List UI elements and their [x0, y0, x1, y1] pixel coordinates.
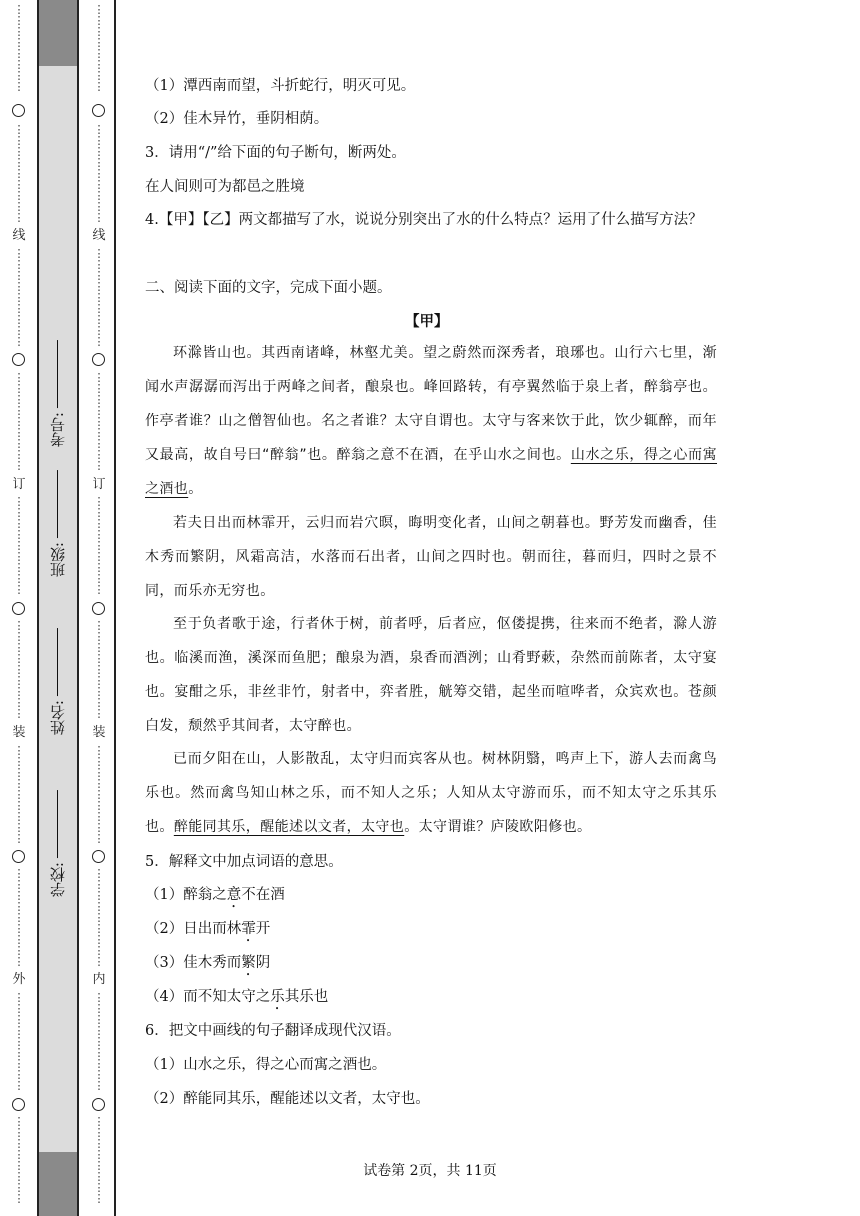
passage-paragraph-2: 若夫日出而林霏开，云归而岩穴暝，晦明变化者，山间之朝暮也。野芳发而幽香，佳木秀而繁阴，风霜高洁，水落而石出者，山间之四时也。朝而往，暮而归，四时之景不同，而乐亦无穷也。: [145, 515, 717, 599]
ding-mark: 订: [92, 477, 106, 492]
binding-hole-circle: [92, 602, 105, 615]
binding-hole-circle: [92, 104, 105, 117]
binding-hole-circle: [12, 602, 25, 615]
school-label: 学校:: [47, 790, 71, 897]
ding-mark: 订: [12, 477, 26, 492]
dotted-leader: ⋮ ⋮ ⋮ ⋮ ⋮ ⋮ ⋮ ⋮ ⋮: [93, 620, 105, 720]
name-label: 姓名:: [47, 628, 71, 735]
dotted-leader: ⋮ ⋮ ⋮ ⋮ ⋮ ⋮ ⋮ ⋮ ⋮: [93, 745, 105, 845]
dotted-leader: ⋮ ⋮ ⋮ ⋮ ⋮ ⋮ ⋮ ⋮ ⋮: [93, 496, 105, 596]
dotted-leader: ⋮ ⋮ ⋮ ⋮ ⋮ ⋮ ⋮ ⋮ ⋮: [93, 868, 105, 968]
section-2-title: 二、阅读下面的文字，完成下面小题。: [145, 280, 392, 296]
dotted-leader: ⋮ ⋮ ⋮ ⋮ ⋮ ⋮ ⋮ ⋮: [93, 1116, 105, 1205]
exam-number-blank[interactable]: [58, 340, 59, 408]
passage-jia-heading: 【甲】: [405, 313, 449, 330]
binding-band-top-block: [38, 0, 78, 66]
binding-hole-circle: [92, 850, 105, 863]
binding-hole-circle: [92, 1098, 105, 1111]
question-5-item-3: （3）佳木秀而繁阴: [145, 955, 271, 971]
question-5-item-4: （4）而不知太守之乐其乐也: [145, 989, 329, 1005]
question-5-item-1: （1）醉翁之意不在酒: [145, 887, 285, 903]
class-label: 班级:: [47, 470, 71, 577]
dotted-leader: ⋮ ⋮ ⋮ ⋮ ⋮ ⋮ ⋮ ⋮ ⋮: [93, 248, 105, 348]
binding-border-inner: [114, 0, 116, 1216]
dotted-leader: ⋮ ⋮ ⋮ ⋮ ⋮ ⋮ ⋮ ⋮ ⋮: [13, 620, 25, 720]
passage-paragraph-1: 环滁皆山也。其西南诸峰，林壑尤美。望之蔚然而深秀者，琅琊也。山行六七里，渐闻水声潺潺而泻出于两峰之间者，酿泉也。峰回路转，有亭翼然临于泉上者，醉翁亭也。作亭者谁？山之僧智仙也。名之者谁？太守自谓也。太守与客来饮于此，饮少辄醉，而年又最高，故自号曰“醉翁”也。醉翁之意不在酒，在乎山水之间也。山水之乐，得之心而寓之酒也。: [145, 345, 718, 497]
outer-mark: 外: [12, 972, 26, 987]
underlined-sentence-1: 山水之乐，得之心而寓之酒也: [145, 447, 718, 497]
inner-binding-column: [86, 0, 112, 1216]
binding-hole-circle: [12, 353, 25, 366]
binding-hole-circle: [92, 353, 105, 366]
dotted-leader: ⋮ ⋮ ⋮ ⋮ ⋮ ⋮ ⋮ ⋮ ⋮: [13, 868, 25, 968]
dotted-leader: ⋮ ⋮ ⋮ ⋮ ⋮ ⋮ ⋮ ⋮ ⋮: [13, 496, 25, 596]
passage-paragraph-4: 已而夕阳在山，人影散乱，太守归而宾客从也。树林阴翳，鸣声上下，游人去而禽鸟乐也。然而禽鸟知山林之乐，而不知人之乐；人知从太守游而乐，而不知太守之乐其乐也。醉能同其乐，醒能述以文者，太守也。太守谓谁？庐陵欧阳修也。: [145, 751, 717, 835]
class-blank[interactable]: [58, 470, 59, 538]
dotted-leader: ⋮ ⋮ ⋮ ⋮ ⋮ ⋮ ⋮ ⋮ ⋮: [93, 372, 105, 472]
xian-mark: 线: [12, 228, 26, 243]
binding-hole-circle: [12, 1098, 25, 1111]
binding-border-left: [37, 0, 39, 1216]
exam-number-label: 考号:: [47, 340, 71, 447]
name-blank[interactable]: [58, 628, 59, 696]
question-3-subitem-2: （2）佳木异竹，垂阴相荫。: [145, 111, 329, 127]
question-3-sentence: 在人间则可为都邑之胜境: [145, 179, 305, 195]
passage-paragraph-3: 至于负者歌于途，行者休于树，前者呼，后者应，伛偻提携，往来而不绝者，滁人游也。临溪而渔，溪深而鱼肥；酿泉为酒，泉香而酒洌；山肴野蔌，杂然而前陈者，太守宴也。宴酣之乐，非丝非竹，射者中，弈者胜，觥筹交错，起坐而喧哗者，众宾欢也。苍颜白发，颓然乎其间者，太守醉也。: [145, 616, 717, 734]
question-3-subitem-1: （1）潭西南而望，斗折蛇行，明灭可见。: [145, 78, 416, 94]
dotted-leader: ⋮ ⋮ ⋮ ⋮ ⋮ ⋮ ⋮ ⋮ ⋮: [13, 372, 25, 472]
dotted-leader: ⋮ ⋮ ⋮ ⋮ ⋮ ⋮ ⋮ ⋮: [93, 4, 105, 93]
binding-border-right: [77, 0, 79, 1216]
zhuang-mark: 装: [12, 725, 26, 740]
underlined-sentence-2: 醉能同其乐，醒能述以文者，太守也: [173, 819, 405, 835]
dotted-leader: ⋮ ⋮ ⋮ ⋮ ⋮ ⋮ ⋮ ⋮ ⋮: [13, 992, 25, 1092]
dotted-leader: ⋮ ⋮ ⋮ ⋮ ⋮ ⋮ ⋮ ⋮ ⋮: [93, 124, 105, 224]
question-3-title: 3．请用“/”给下面的句子断句，断两处。: [145, 145, 406, 161]
page-footer: 试卷第 2页，共 11页: [363, 1163, 497, 1179]
dotted-leader: ⋮ ⋮ ⋮ ⋮ ⋮ ⋮ ⋮ ⋮ ⋮: [13, 124, 25, 224]
dotted-leader: ⋮ ⋮ ⋮ ⋮ ⋮ ⋮ ⋮ ⋮ ⋮: [93, 992, 105, 1092]
dotted-leader: ⋮ ⋮ ⋮ ⋮ ⋮ ⋮ ⋮ ⋮ ⋮: [13, 248, 25, 348]
binding-grey-band: [38, 0, 78, 1216]
question-5-item-2: （2）日出而林霏开: [145, 921, 271, 937]
binding-hole-circle: [12, 850, 25, 863]
xian-mark: 线: [92, 228, 106, 243]
outer-binding-column: [6, 0, 32, 1216]
inner-mark: 内: [92, 972, 106, 987]
question-6-title: 6．把文中画线的句子翻译成现代汉语。: [145, 1023, 401, 1039]
dotted-leader: ⋮ ⋮ ⋮ ⋮ ⋮ ⋮ ⋮ ⋮: [13, 4, 25, 93]
question-4-title: 4.【甲】【乙】两文都描写了水，说说分别突出了水的什么特点？运用了什么描写方法？: [145, 212, 703, 228]
question-5-title: 5．解释文中加点词语的意思。: [145, 854, 343, 870]
school-blank[interactable]: [58, 790, 59, 858]
question-6-item-1: （1）山水之乐，得之心而寓之酒也。: [145, 1057, 387, 1073]
question-6-item-2: （2）醉能同其乐，醒能述以文者，太守也。: [145, 1091, 430, 1107]
dotted-leader: ⋮ ⋮ ⋮ ⋮ ⋮ ⋮ ⋮ ⋮ ⋮: [13, 745, 25, 845]
zhuang-mark: 装: [92, 725, 106, 740]
dotted-leader: ⋮ ⋮ ⋮ ⋮ ⋮ ⋮ ⋮ ⋮: [13, 1116, 25, 1205]
binding-hole-circle: [12, 104, 25, 117]
